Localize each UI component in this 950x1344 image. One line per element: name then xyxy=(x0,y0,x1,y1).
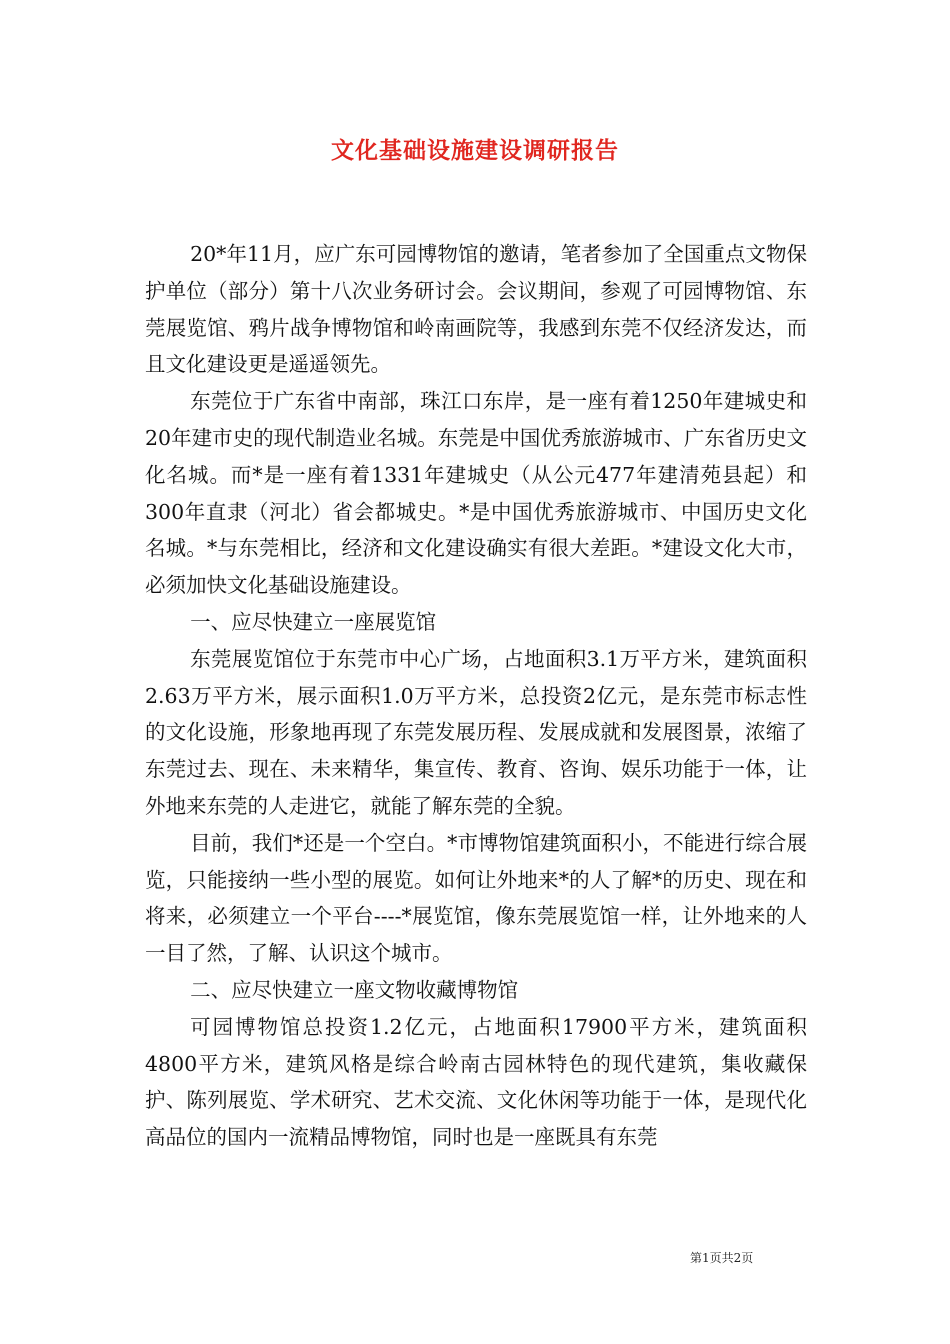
paragraph-dongguan-overview: 东莞位于广东省中南部，珠江口东岸，是一座有着1250年建城史和20年建市史的现代制造业名城。东莞是中国优秀旅游城市、广东省历史文化名城。而*是一座有着1331年建城史（从公元477年建清苑县起）和300年直隶（河北）省会都城史。*是中国优秀旅游城市、中国历史文化名城。*与东莞相比，经济和文化建设确实有很大差距。*建设文化大市，必须加快文化基础设施建设。 xyxy=(145,389,807,598)
page-number: 第1页共2页 xyxy=(690,1251,754,1265)
paragraph-current-status: 目前，我们*还是一个空白。*市博物馆建筑面积小，不能进行综合展览，只能接纳一些小型的展览。如何让外地来*的人了解*的历史、现在和将来，必须建立一个平台----*展览馆，像东莞展览馆一样，让外地来的人一目了然，了解、认识这个城市。 xyxy=(145,830,807,966)
document-body xyxy=(145,236,807,1156)
section-heading-1: 一、应尽快建立一座展览馆 xyxy=(190,609,437,634)
paragraph-keyuan-museum: 可园博物馆总投资1.2亿元，占地面积17900平方米，建筑面积4800平方米，建筑风格是综合岭南古园林特色的现代建筑，集收藏保护、陈列展览、学术研究、艺术交流、文化休闲等功能于一体，是现代化高品位的国内一流精品博物馆，同时也是一座既具有东莞 xyxy=(145,1014,807,1150)
document-title: 文化基础设施建设调研报告 xyxy=(331,137,619,164)
section-heading-2: 二、应尽快建立一座文物收藏博物馆 xyxy=(190,977,519,1002)
paragraph-exhibition-hall: 东莞展览馆位于东莞市中心广场，占地面积3.1万平方米，建筑面积2.63万平方米，展示面积1.0万平方米，总投资2亿元，是东莞市标志性的文化设施，形象地再现了东莞发展历程、发展成就和发展图景，浓缩了东莞过去、现在、未来精华，集宣传、教育、咨询、娱乐功能于一体，让外地来东莞的人走进它，就能了解东莞的全貌。 xyxy=(145,646,807,818)
paragraph-intro: 20*年11月，应广东可园博物馆的邀请，笔者参加了全国重点文物保护单位（部分）第十八次业务研讨会。会议期间，参观了可园博物馆、东莞展览馆、鸦片战争博物馆和岭南画院等，我感到东莞不仅经济发达，而且文化建设更是遥遥领先。 xyxy=(145,242,807,377)
